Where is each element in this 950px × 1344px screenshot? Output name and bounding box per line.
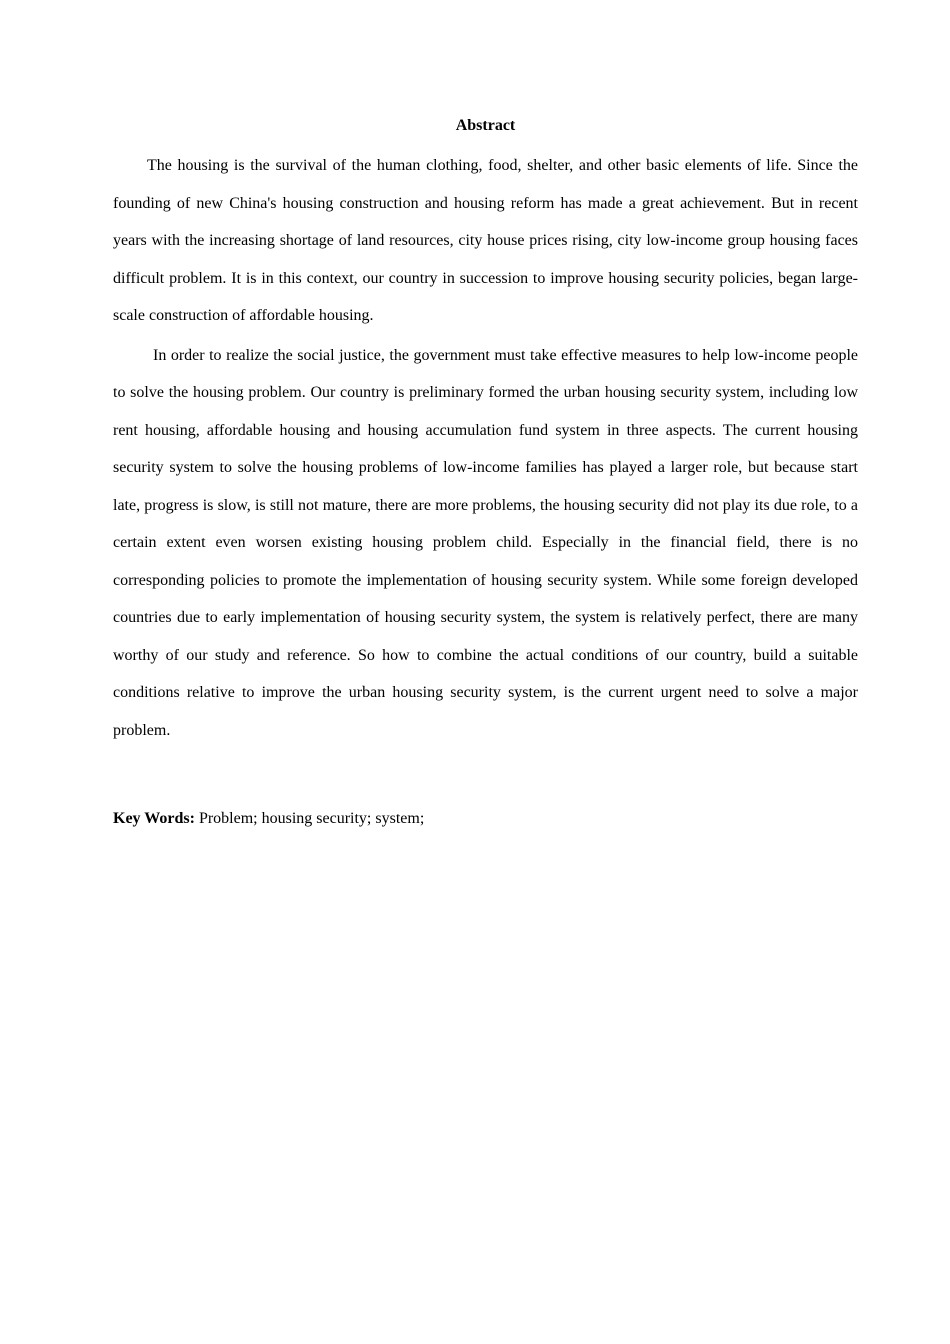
abstract-paragraph-1: The housing is the survival of the human clothing, food, shelter, and other basic elements of life. Since the founding of new China's housing construction and housing reform has made a great achievement. But in recent years with the increasing shortage of land resources, city house prices rising, city low-income group housing faces difficult problem. It is in this context, our country in succession to improve housing security policies, began large-scale construction of affordable housing. <box>113 157 858 324</box>
abstract-title: Abstract <box>455 117 516 134</box>
abstract-paragraph-2: In order to realize the social justice, the government must take effective measures to help low-income people to solve the housing problem. Our country is preliminary formed the urban housing security system, including low rent housing, affordable housing and housing accumulation fund system in three aspects. The current housing security system to solve the housing problems of low-income families has played a larger role, but because start late, progress is slow, is still not mature, there are more problems, the housing security did not play its due role, to a certain extent even worsen existing housing problem child. Especially in the financial field, there is no corresponding policies to promote the implementation of housing security system. While some foreign developed countries due to early implementation of housing security system, the system is relatively perfect, there are many worthy of our study and reference. So how to combine the actual conditions of our country, build a suitable conditions relative to improve the urban housing security system, is the current urgent need to solve a major problem. <box>113 346 858 739</box>
abstract-section <box>113 116 858 829</box>
keywords-label: Key Words: <box>113 810 195 827</box>
keywords-text: Problem; housing security; system; <box>194 810 425 827</box>
keywords-line <box>113 809 858 829</box>
